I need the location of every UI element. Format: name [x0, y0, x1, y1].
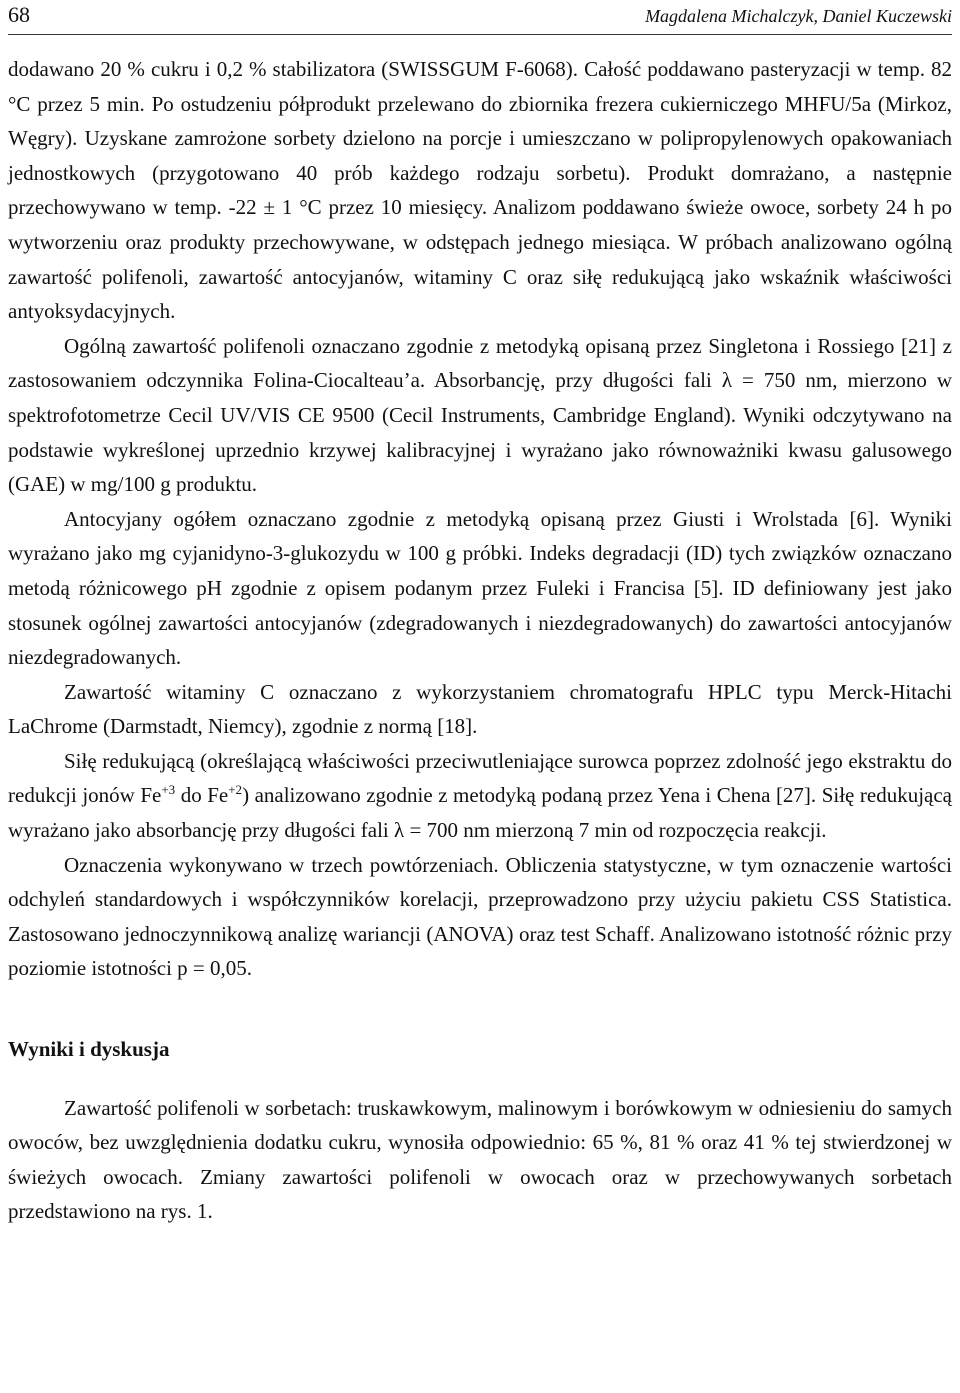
journal-page [8, 0, 952, 1229]
paragraph-anthocyanins-method: Antocyjany ogółem oznaczano zgodnie z metodyką opisaną przez Giusti i Wrolstada [6]. Wyniki wyrażano jako mg cyjanidyno-3-glukozydu w 100 g próbki. Indeks degradacji (ID) tych związków oznaczano metodą różnicowego pH zgodnie z opisem podanym przez Fuleki i Francisa [5]. ID definiowany jest jako stosunek ogólnej zawartości antocyjanów (zdegradowanych i niezdegradowanych) do zawartości antocyjanów niezdegradowanych. [8, 506, 952, 670]
paragraph-reducing-power-method [8, 744, 952, 848]
reducing-power-text-3: ) analizowano zgodnie z metodyką podaną przez Yena i Chena [27]. Siłę redukującą wyrażano jako absorbancję przy długości fali λ = 700 nm mierzoną 7 min od rozpoczęcia reakcji. [8, 783, 952, 843]
paragraph-polyphenols-method: Ogólną zawartość polifenoli oznaczano zgodnie z metodyką opisaną przez Singletona i Rossiego [21] z zastosowaniem odczynnika Folina-Ciocalteau’a. Absorbancję, przy długości fali λ = 750 nm, mierzono w spektrofotometrze Cecil UV/VIS CE 9500 (Cecil Instruments, Cambridge England). Wyniki odczytywano na podstawie wykreślonej uprzednio krzywej kalibracyjnej i wyrażano jako równoważniki kwasu galusowego (GAE) w mg/100 g produktu. [8, 333, 952, 497]
paragraph-results-polyphenols: Zawartość polifenoli w sorbetach: truskawkowym, malinowym i borówkowym w odniesieniu do samych owoców, bez uwzględnienia dodatku cukru, wynosiła odpowiednio: 65 %, 81 % oraz 41 % tej stwierdzonej w świeżych owocach. Zmiany zawartości polifenoli w owocach oraz w przechowywanych sorbetach przedstawiono na rys. 1. [8, 1095, 952, 1224]
running-head-authors: Magdalena Michalczyk, Daniel Kuczewski [645, 6, 952, 26]
reducing-power-text-2: do Fe [175, 783, 229, 808]
iron-3-charge: +3 [161, 782, 176, 798]
article-body [8, 52, 952, 1229]
page-number: 68 [8, 2, 30, 27]
iron-2-charge: +2 [228, 782, 243, 798]
page-header [8, 0, 952, 35]
reducing-power-text-1: Siłę redukującą (określającą właściwości przeciwutleniające surowca poprzez zdolność jego ekstraktu do redukcji jonów Fe [8, 748, 952, 808]
section-heading-results: Wyniki i dyskusja [8, 1037, 170, 1062]
paragraph-vitamin-c-method: Zawartość witaminy C oznaczano z wykorzystaniem chromatografu HPLC typu Merck-Hitachi LaChrome (Darmstadt, Niemcy), zgodnie z normą [18]. [8, 679, 952, 739]
paragraph-statistics: Oznaczenia wykonywano w trzech powtórzeniach. Obliczenia statystyczne, w tym oznaczenie wartości odchyleń standardowych i współczynników korelacji, przeprowadzono przy użyciu pakietu CSS Statistica. Zastosowano jednoczynnikową analizę wariancji (ANOVA) oraz test Schaff. Analizowano istotność różnic przy poziomie istotności p = 0,05. [8, 852, 952, 981]
paragraph-sorbet-preparation: dodawano 20 % cukru i 0,2 % stabilizatora (SWISSGUM F-6068). Całość poddawano pasteryzacji w temp. 82 °C przez 5 min. Po ostudzeniu półprodukt przelewano do zbiornika frezera cukierniczego MHFU/5a (Mirkoz, Węgry). Uzyskane zamrożone sorbety dzielono na porcje i umieszczano w polipropylenowych opakowaniach jednostkowych (przygotowano 40 prób każdego rodzaju sorbetu). Produkt domrażano, a następnie przechowywano w temp. -22 ± 1 °C przez 10 miesięcy. Analizom poddawano świeże owoce, sorbety 24 h po wytworzeniu oraz produkty przechowywane, w odstępach jednego miesiąca. W próbach analizowano ogólną zawartość polifenoli, zawartość antocyjanów, witaminy C oraz siłę redukującą jako wskaźnik właściwości antyoksydacyjnych. [8, 57, 952, 324]
